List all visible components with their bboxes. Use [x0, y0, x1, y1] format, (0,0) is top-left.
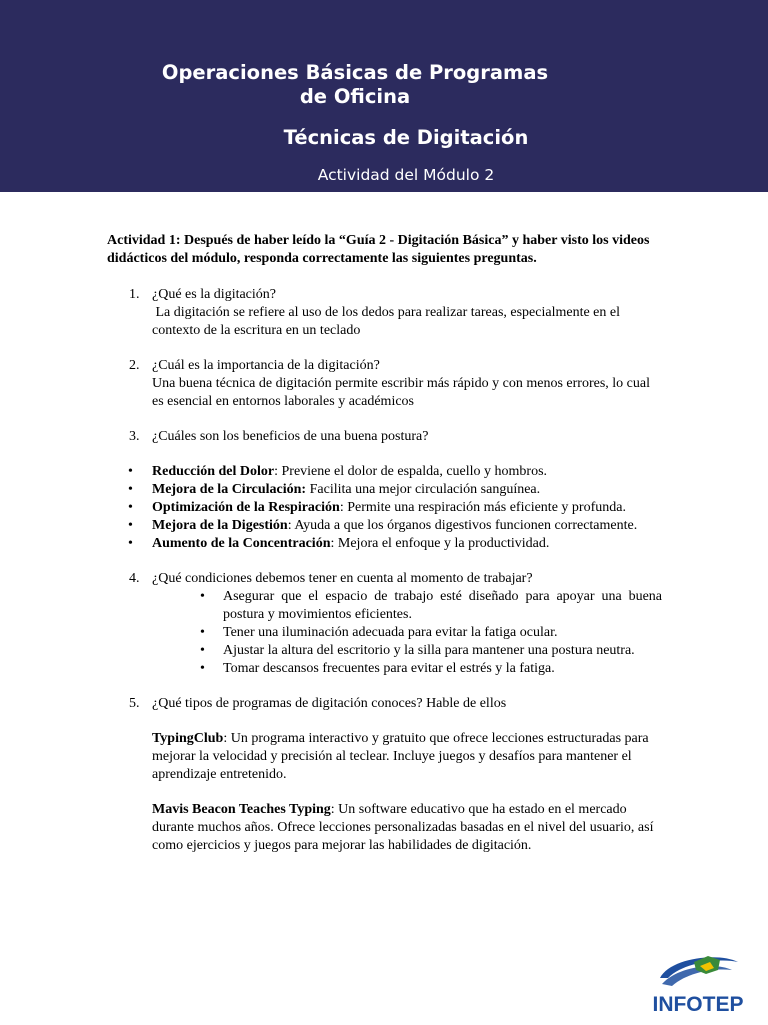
- question-4: [107, 570, 662, 588]
- document-title: Operaciones Básicas de Programas de Oficina: [161, 61, 549, 108]
- bullet-icon: •: [200, 661, 205, 676]
- question-number: 5.: [129, 696, 140, 711]
- benefit-separator: :: [274, 464, 278, 479]
- question-5: [107, 695, 662, 713]
- condition-text: Tomar descansos frecuentes para evitar el estrés y la fatiga.: [223, 661, 555, 676]
- document-subtitle: Técnicas de Digitación: [283, 126, 529, 149]
- benefit-separator: :: [287, 518, 292, 533]
- list-item: [107, 481, 662, 499]
- activity-label: Actividad del Módulo 2: [317, 166, 495, 184]
- benefit-text: Facilita una mejor circulación sanguínea.: [306, 482, 541, 497]
- benefit-separator: :: [330, 536, 335, 551]
- question-text: ¿Qué tipos de programas de digitación conoces? Hable de ellos: [152, 696, 507, 711]
- benefit-separator: :: [339, 500, 344, 515]
- question-number: 4.: [129, 571, 140, 586]
- answer-text: Una buena técnica de digitación permite escribir más rápido y con menos errores, lo cual es esencial en entornos laborales y académicos: [152, 376, 650, 409]
- list-item: [107, 660, 662, 678]
- document-body: [107, 232, 662, 855]
- condition-text: Tener una iluminación adecuada para evitar la fatiga ocular.: [223, 625, 558, 640]
- infotep-logo: [648, 948, 748, 1020]
- benefit-term: Mejora de la Digestión: [152, 518, 288, 533]
- bullet-icon: •: [128, 482, 133, 497]
- benefit-text: Permite una respiración más eficiente y profunda.: [343, 500, 626, 515]
- condition-text: Ajustar la altura del escritorio y la silla para mantener una postura neutra.: [223, 643, 635, 658]
- question-text: ¿Cuál es la importancia de la digitación?: [152, 358, 380, 373]
- question-number: 1.: [129, 287, 140, 302]
- program-description: : Un programa interactivo y gratuito que ofrece lecciones estructuradas para mejorar la velocidad y precisión al teclear. Incluye juegos y desafíos para mantener el aprendizaje entretenido.: [152, 731, 649, 782]
- benefit-text: Ayuda a que los órganos digestivos funcionen correctamente.: [291, 518, 638, 533]
- question-text: ¿Cuáles son los beneficios de una buena postura?: [152, 429, 429, 444]
- bullet-icon: •: [128, 518, 133, 533]
- list-item: [107, 499, 662, 517]
- question-3: [107, 428, 662, 446]
- question-2: [107, 357, 662, 411]
- intro-instructions: Actividad 1: Después de haber leído la “Guía 2 - Digitación Básica” y haber visto los videos didácticos del módulo, responda correctamente las siguientes preguntas.: [107, 233, 650, 266]
- bullet-icon: •: [200, 589, 205, 604]
- infotep-logo-icon: [648, 948, 748, 1020]
- program-typingclub: [107, 730, 662, 784]
- benefit-term: Mejora de la Circulación:: [152, 482, 307, 497]
- benefits-list: [107, 463, 662, 553]
- bullet-icon: •: [128, 536, 133, 551]
- question-number: 2.: [129, 358, 140, 373]
- program-mavis-beacon: [107, 801, 662, 855]
- bullet-icon: •: [128, 464, 133, 479]
- list-item: [107, 535, 662, 553]
- list-item: [107, 463, 662, 481]
- benefit-term: Reducción del Dolor: [152, 464, 275, 479]
- header-banner: [0, 0, 768, 192]
- benefit-term: Optimización de la Respiración: [152, 500, 340, 515]
- question-1: [107, 286, 662, 340]
- question-text: ¿Qué es la digitación?: [152, 287, 277, 302]
- benefit-term: Aumento de la Concentración: [152, 536, 331, 551]
- bullet-icon: •: [200, 643, 205, 658]
- list-item: [107, 642, 662, 660]
- conditions-list: [107, 588, 662, 678]
- bullet-icon: •: [200, 625, 205, 640]
- benefit-text: Mejora el enfoque y la productividad.: [334, 536, 550, 551]
- program-name: TypingClub: [152, 731, 224, 746]
- list-item: [107, 624, 662, 642]
- program-name: Mavis Beacon Teaches Typing: [152, 802, 331, 817]
- logo-text: INFOTEP: [652, 993, 744, 1016]
- benefit-text: Previene el dolor de espalda, cuello y hombros.: [278, 464, 548, 479]
- question-number: 3.: [129, 429, 140, 444]
- question-text: ¿Qué condiciones debemos tener en cuenta al momento de trabajar?: [152, 571, 533, 586]
- program-description: : Un software educativo que ha estado en el mercado durante muchos años. Ofrece lecciones personalizadas basadas en el nivel del usuario, así como ejercicios y juegos para mejorar las habilidades de digitación.: [152, 802, 654, 853]
- list-item: [107, 517, 662, 535]
- bullet-icon: •: [128, 500, 133, 515]
- condition-text: Asegurar que el espacio de trabajo esté diseñado para apoyar una buena postura y movimientos eficientes.: [223, 589, 662, 622]
- list-item: [107, 588, 662, 624]
- answer-text: La digitación se refiere al uso de los dedos para realizar tareas, especialmente en el contexto de la escritura en un teclado: [152, 305, 624, 338]
